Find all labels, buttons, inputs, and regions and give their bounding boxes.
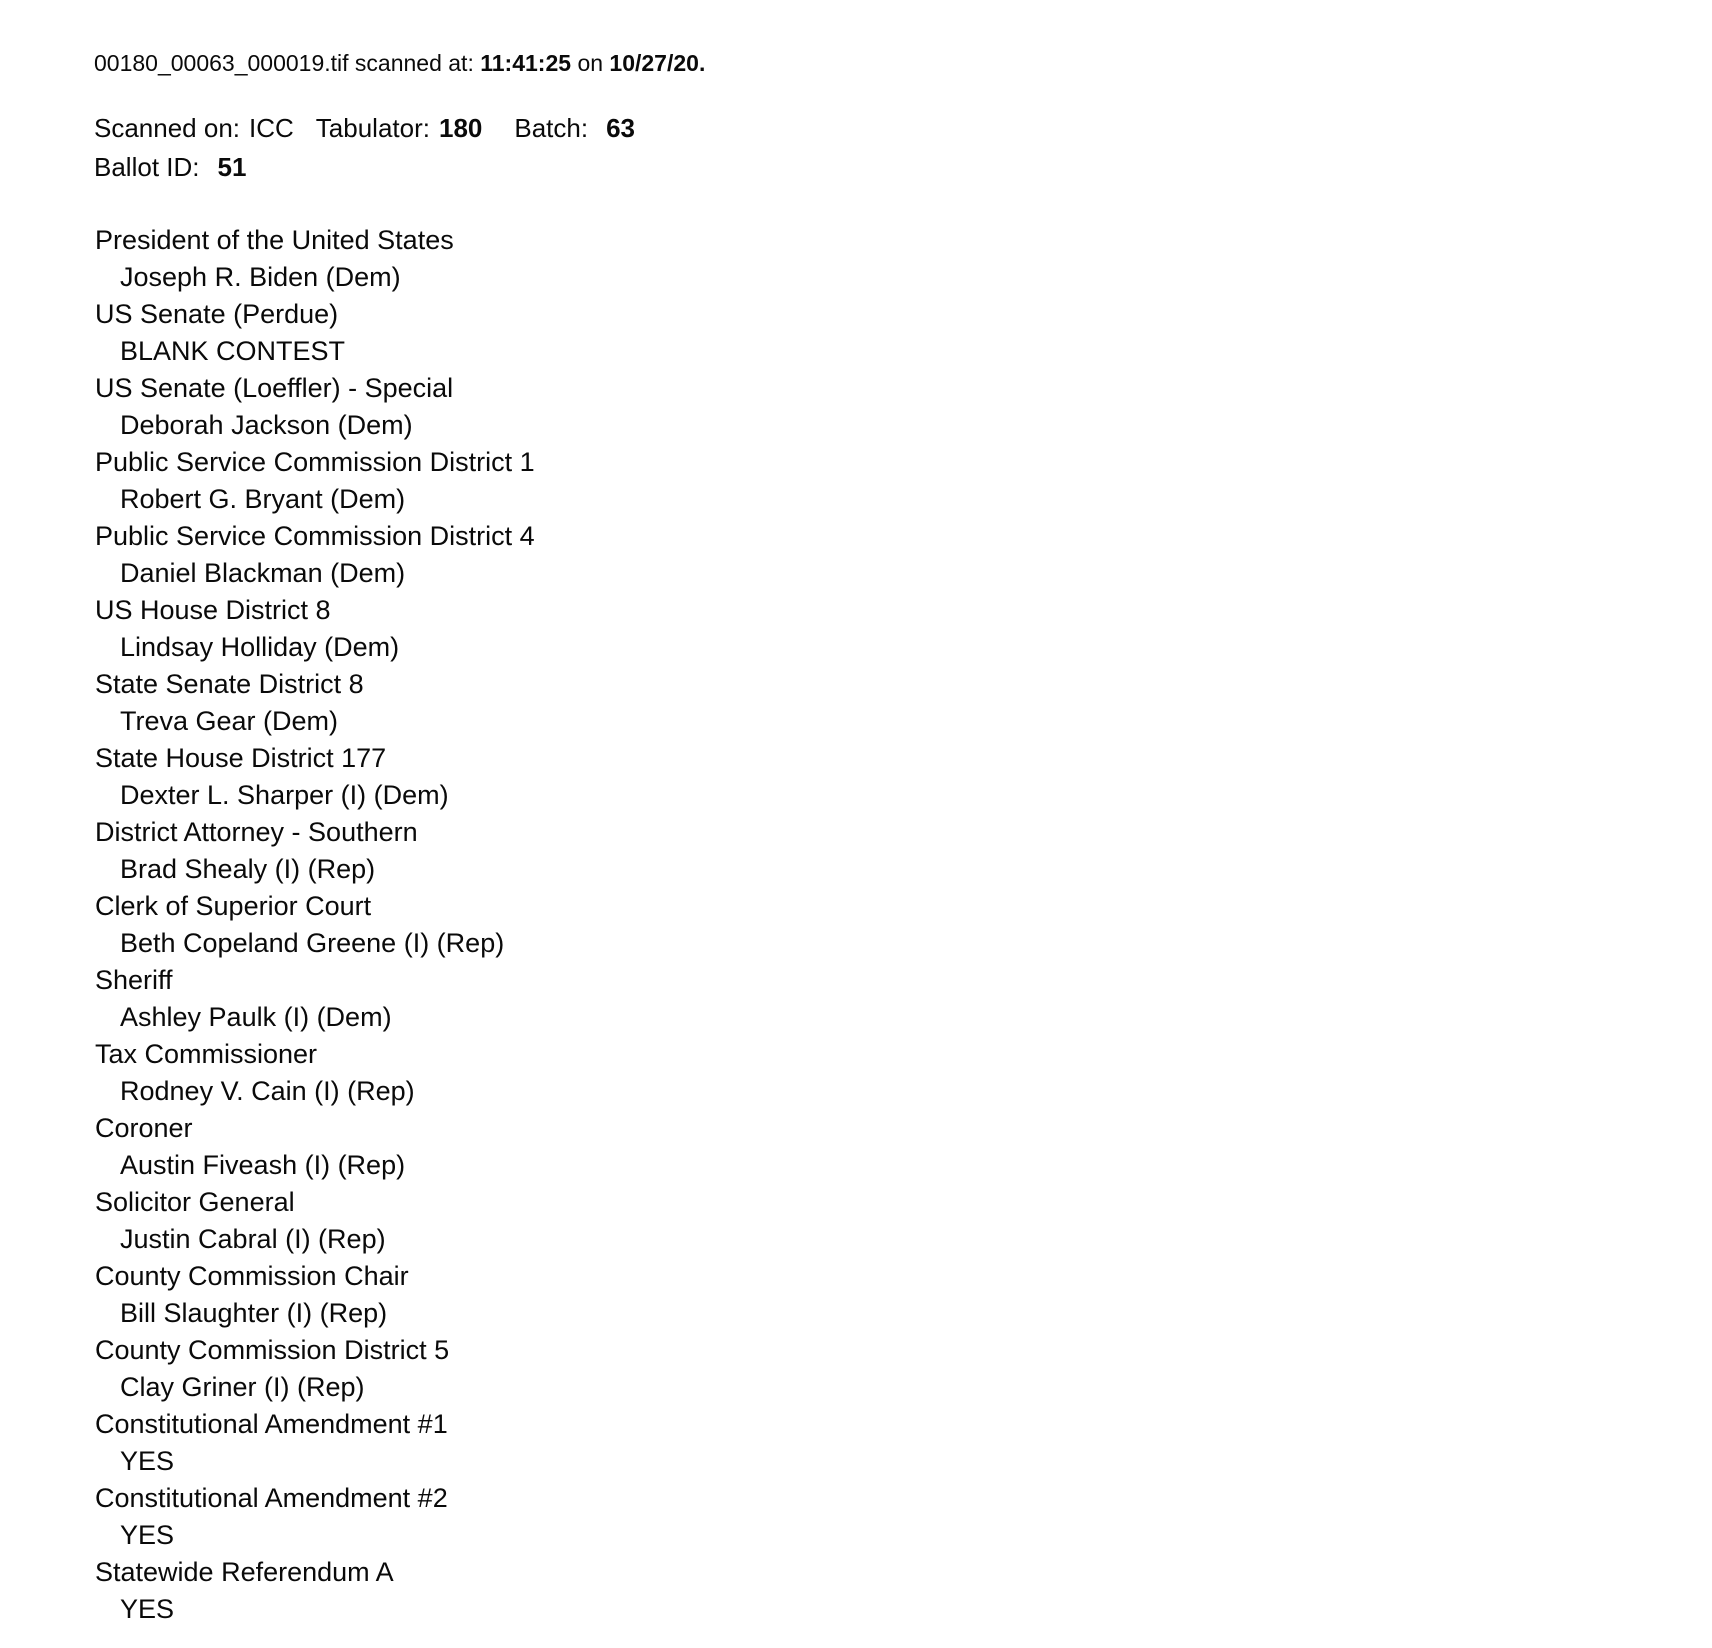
batch-label: Batch: — [514, 113, 589, 143]
contest-selection: Ashley Paulk (I) (Dem) — [120, 1002, 392, 1032]
contest-selection: Clay Griner (I) (Rep) — [120, 1372, 365, 1402]
contest-selection: Deborah Jackson (Dem) — [120, 410, 413, 440]
contest-name: Constitutional Amendment #1 — [95, 1409, 448, 1439]
contest-selection: YES — [120, 1520, 175, 1550]
contest-name: US House District 8 — [95, 595, 331, 625]
contest-row — [95, 740, 535, 814]
contest-selection: Beth Copeland Greene (I) (Rep) — [120, 928, 505, 958]
contest-row — [95, 444, 535, 518]
contest-row — [95, 962, 535, 1036]
ballot-id-line — [94, 151, 246, 183]
contest-row — [95, 1480, 535, 1554]
contest-name: District Attorney - Southern — [95, 817, 418, 847]
contest-selection: Robert G. Bryant (Dem) — [120, 484, 406, 514]
contest-row — [95, 518, 535, 592]
contest-row — [95, 592, 535, 666]
contest-row — [95, 1110, 535, 1184]
contest-name: Sheriff — [95, 965, 173, 995]
contest-name: County Commission District 5 — [95, 1335, 450, 1365]
ballot-id-label: Ballot ID: — [94, 152, 200, 182]
contest-selection: YES — [120, 1594, 175, 1624]
contest-row — [95, 1406, 535, 1480]
contest-name: Tax Commissioner — [95, 1039, 318, 1069]
contest-name: County Commission Chair — [95, 1261, 409, 1291]
contest-name: State Senate District 8 — [95, 669, 364, 699]
ballot-id-value: 51 — [217, 152, 247, 182]
contest-row — [95, 666, 535, 740]
contest-name: Public Service Commission District 1 — [95, 447, 535, 477]
scan-filename: 00180_00063_000019.tif — [94, 50, 349, 76]
contest-row — [95, 1554, 535, 1628]
contest-list — [95, 222, 535, 1628]
tabulator-value: 180 — [438, 113, 483, 143]
contest-row — [95, 296, 535, 370]
contest-selection: Rodney V. Cain (I) (Rep) — [120, 1076, 415, 1106]
scanned-on-label: Scanned on: — [94, 113, 241, 143]
scanned-at-label: scanned at: — [354, 50, 474, 76]
batch-value: 63 — [606, 113, 636, 143]
contest-name: President of the United States — [95, 225, 454, 255]
contest-selection: Bill Slaughter (I) (Rep) — [120, 1298, 388, 1328]
contest-selection: Joseph R. Biden (Dem) — [120, 262, 401, 292]
contest-name: Constitutional Amendment #2 — [95, 1483, 448, 1513]
contest-selection: Austin Fiveash (I) (Rep) — [120, 1150, 406, 1180]
contest-name: US Senate (Loeffler) - Special — [95, 373, 454, 403]
contest-selection: Daniel Blackman (Dem) — [120, 558, 406, 588]
contest-name: Clerk of Superior Court — [95, 891, 372, 921]
scanned-on-value: ICC — [249, 113, 294, 143]
contest-row — [95, 814, 535, 888]
contest-name: Public Service Commission District 4 — [95, 521, 535, 551]
on-label: on — [577, 50, 604, 76]
contest-selection: Justin Cabral (I) (Rep) — [120, 1224, 386, 1254]
contest-name: Statewide Referendum A — [95, 1557, 394, 1587]
contest-row — [95, 1184, 535, 1258]
tabulator-label: Tabulator: — [315, 113, 430, 143]
scan-filename-line — [94, 49, 705, 77]
contest-row — [95, 888, 535, 962]
contest-row — [95, 370, 535, 444]
contest-row — [95, 1036, 535, 1110]
contest-selection: Brad Shealy (I) (Rep) — [120, 854, 376, 884]
scan-info-line — [94, 112, 635, 144]
contest-name: US Senate (Perdue) — [95, 299, 339, 329]
scan-time: 11:41:25 — [480, 50, 572, 76]
contest-selection: BLANK CONTEST — [120, 336, 346, 366]
contest-name: State House District 177 — [95, 743, 387, 773]
contest-selection: Lindsay Holliday (Dem) — [120, 632, 400, 662]
contest-selection: YES — [120, 1446, 175, 1476]
contest-name: Coroner — [95, 1113, 193, 1143]
contest-row — [95, 222, 535, 296]
contest-row — [95, 1332, 535, 1406]
contest-selection: Dexter L. Sharper (I) (Dem) — [120, 780, 449, 810]
contest-row — [95, 1258, 535, 1332]
contest-selection: Treva Gear (Dem) — [120, 706, 339, 736]
scan-date: 10/27/20. — [609, 50, 706, 76]
contest-name: Solicitor General — [95, 1187, 295, 1217]
